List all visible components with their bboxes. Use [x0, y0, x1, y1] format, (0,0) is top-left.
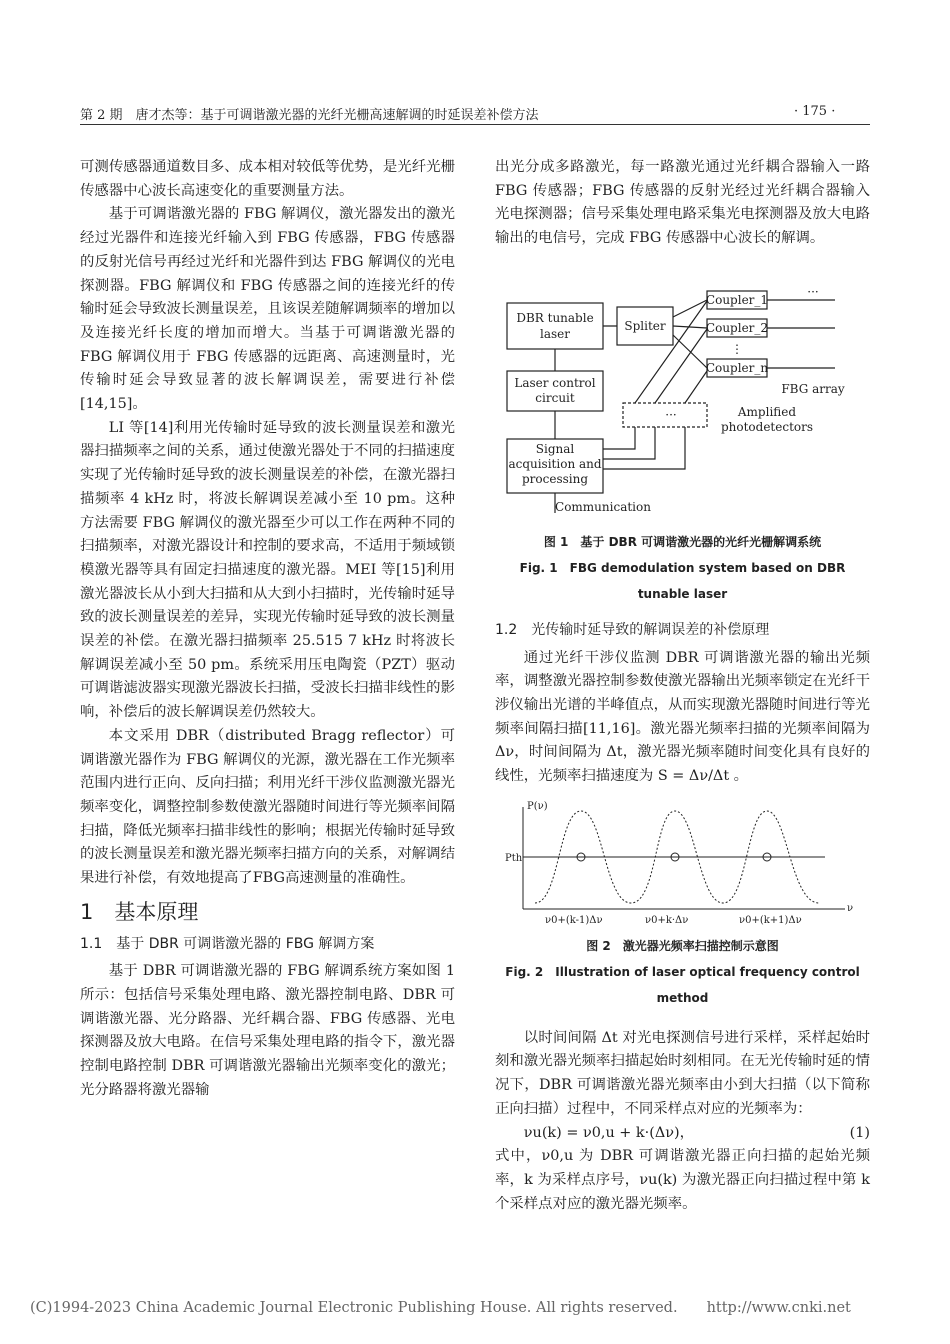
coupler-n-label: Coupler_n	[705, 360, 769, 375]
figure-2-caption-cn: 图 2 激光器光频率扫描控制示意图	[586, 938, 779, 953]
equation-1	[495, 1122, 870, 1146]
paragraph: 通过光纤干涉仪监测 DBR 可调谐激光器的输出光频率，调整激光器控制参数使激光器输出光频率锁定在光纤干涉仪输出光谱的半峰值点，从而实现激光器随时间进行等光频率间隔扫描[11,16]。激光器光频率扫描的光频率间隔为 Δν，时间间隔为 Δt，激光器光频率随时间变化具有良好的线性，光频率扫描速度为 S = Δν/Δt 。	[495, 649, 870, 785]
page-number: · 175 ·	[794, 104, 836, 119]
control-label: circuit	[535, 390, 575, 405]
coupler-1-label: Coupler_1	[705, 292, 769, 307]
paragraph: 基于 DBR 可调谐激光器的 FBG 解调系统方案如图 1 所示：包括信号采集处理电路、激光器控制电路、DBR 可调谐激光器、光分路器、光纤耦合器、FBG 传感器、光电探测器及放大电路。在信号采集处理电路的指令下，激光器控制电路控制 DBR 可调谐激光器输出光频率变化的激光；光分路器将激光器输	[80, 963, 455, 1098]
fbg-array-label: FBG array	[781, 381, 845, 396]
fbg-dots: ···	[807, 284, 819, 299]
tick-label: ν0+(k+1)Δν	[739, 914, 802, 926]
paragraph: 式中，ν0,u 为 DBR 可调谐激光器正向扫描的起始光频率，k 为采样点序号，νu(k) 为激光器正向扫描过程中第 k 个采样点对应的激光器光频率。	[495, 1148, 870, 1212]
spliter-label: Spliter	[624, 318, 666, 333]
signal-label: acquisition and	[508, 456, 602, 471]
axes	[523, 807, 845, 909]
section-heading: 1 基本原理	[80, 899, 199, 924]
laser-box	[507, 303, 603, 349]
figure-2-caption-en: Fig. 2 Illustration of laser optical frequency control method	[505, 964, 860, 1005]
signal-label: Signal	[535, 441, 575, 456]
coupler-2-label: Coupler_2	[705, 320, 769, 335]
paragraph: 以时间间隔 Δt 对光电探测信号进行采样，采样起始时刻和激光器光频率扫描起始时刻相同。在无光传输时延的情况下，DBR 可调谐激光器光频率由小到大扫描（以下简称正向扫描）过程中，不同采样点对应的光频率为：	[495, 1029, 870, 1117]
equation-number: (1)	[849, 1124, 870, 1141]
photodetector-label: photodetectors	[720, 419, 814, 434]
control-label: Laser control	[514, 375, 596, 390]
figure-1-caption-cn: 图 1 基于 DBR 可调谐激光器的光纤光栅解调系统	[543, 534, 822, 549]
coupler-dots: ⋮	[731, 341, 743, 356]
photodetector-label: Amplified	[737, 404, 797, 419]
photodetector-dots: ···	[665, 407, 677, 422]
paragraph: 本文采用 DBR（distributed Bragg reflector）可调谐激光器作为 FBG 解调仪的光源，激光器在工作光频率范围内进行正向、反向扫描；利用光纤干涉仪监测激光器光频率变化，调整控制参数使激光器随时间进行等光频率间隔扫描，降低光频率扫描非线性的影响；根据光传输时延导致的波长测量误差和激光器光频率扫描方向的关系，对解调结果进行补偿，有效地提高了FBG高速测量的准确性。	[80, 727, 455, 887]
pth-label: Pth	[505, 852, 523, 864]
x-axis-label: ν	[847, 902, 854, 914]
paragraph: 基于可调谐激光器的 FBG 解调仪，激光器发出的激光经过光器件和连接光纤输入到 FBG 传感器，FBG 传感器的反射光信号再经过光纤和光器件到达 FBG 解调仪的光电探测器。FBG 解调仪和 FBG 传感器之间的连接光纤的传输时延会导致波长测量误差，且该误差随解调频率的增加以及连接光纤长度的增加而增大。当基于可调谐激光器的 FBG 解调仪用于 FBG 传感器的远距离、高速测量时，光传输时延会导致显著的波长解调误差，需要进行补偿[14,15]。	[80, 206, 455, 413]
figure-1-diagram	[495, 281, 870, 521]
footer: (C)1994-2023 China Academic Journal Electronic Publishing House. All rights reserved. http://www.cnki.net	[30, 1300, 851, 1316]
paragraph: 出光分成多路激光，每一路激光通过光纤耦合器输入一路 FBG 传感器；FBG 传感器的反射光经过光纤耦合器输入光电探测器；信号采集处理电路采集光电探测器及放大电路输出的电信号，完成 FBG 传感器中心波长的解调。	[495, 159, 870, 247]
running-header: 第 2 期 唐才杰等：基于可调谐激光器的光纤光栅高速解调的时延误差补偿方法	[80, 108, 539, 123]
tick-label: ν0+k·Δν	[645, 914, 689, 926]
laser-label: DBR tunable	[516, 310, 594, 325]
figure-2-plot	[495, 799, 870, 929]
subsection-heading: 1.1 基于 DBR 可调谐激光器的 FBG 解调方案	[80, 935, 375, 952]
tick-label: ν0+(k-1)Δν	[545, 914, 603, 926]
communication-label: Communication	[555, 499, 651, 514]
laser-label: laser	[540, 326, 570, 341]
y-axis-label: P(ν)	[527, 800, 548, 812]
signal-label: processing	[521, 471, 589, 486]
header-rule	[80, 124, 870, 125]
figure-1-caption-en: Fig. 1 FBG demodulation system based on DBR tunable laser	[519, 560, 846, 601]
equation-text: νu(k) = ν0,u + k·(Δν)，	[523, 1124, 694, 1141]
right-column	[495, 156, 870, 1216]
left-column	[80, 156, 455, 1102]
paragraph: LI 等[14]利用光传输时延导致的波长测量误差和激光器扫描频率之间的关系，通过使激光器处于不同的扫描速度实现了光传输时延导致的波长测量误差的补偿，在激光器扫描频率 4 kHz 时，将波长解调误差减小至 10 pm。这种方法需要 FBG 解调仪的激光器至少可以工作在两种不同的扫描频率，对激光器设计和控制的要求高，不适用于频域锁模激光器等具有固定扫描速度的激光器。MEI 等[15]利用激光器波长从小到大扫描和从大到小扫描时，光传输时延导致的波长测量误差的差异，实现光传输时延导致的波长测量误差的补偿。在激光器扫描频率 25.515 7 kHz 时将波长解调误差减小至 50 pm。系统采用压电陶瓷（PZT）驱动可调谐滤波器实现激光器波长扫描，受波长扫描非线性的影响，补偿后的波长解调误差仍然较大。	[80, 419, 455, 721]
subsection-heading: 1.2 光传输时延导致的解调误差的补偿原理	[495, 621, 770, 638]
paragraph: 可测传感器通道数目多、成本相对较低等优势，是光纤光栅传感器中心波长高速变化的重要测量方法。	[80, 159, 455, 199]
